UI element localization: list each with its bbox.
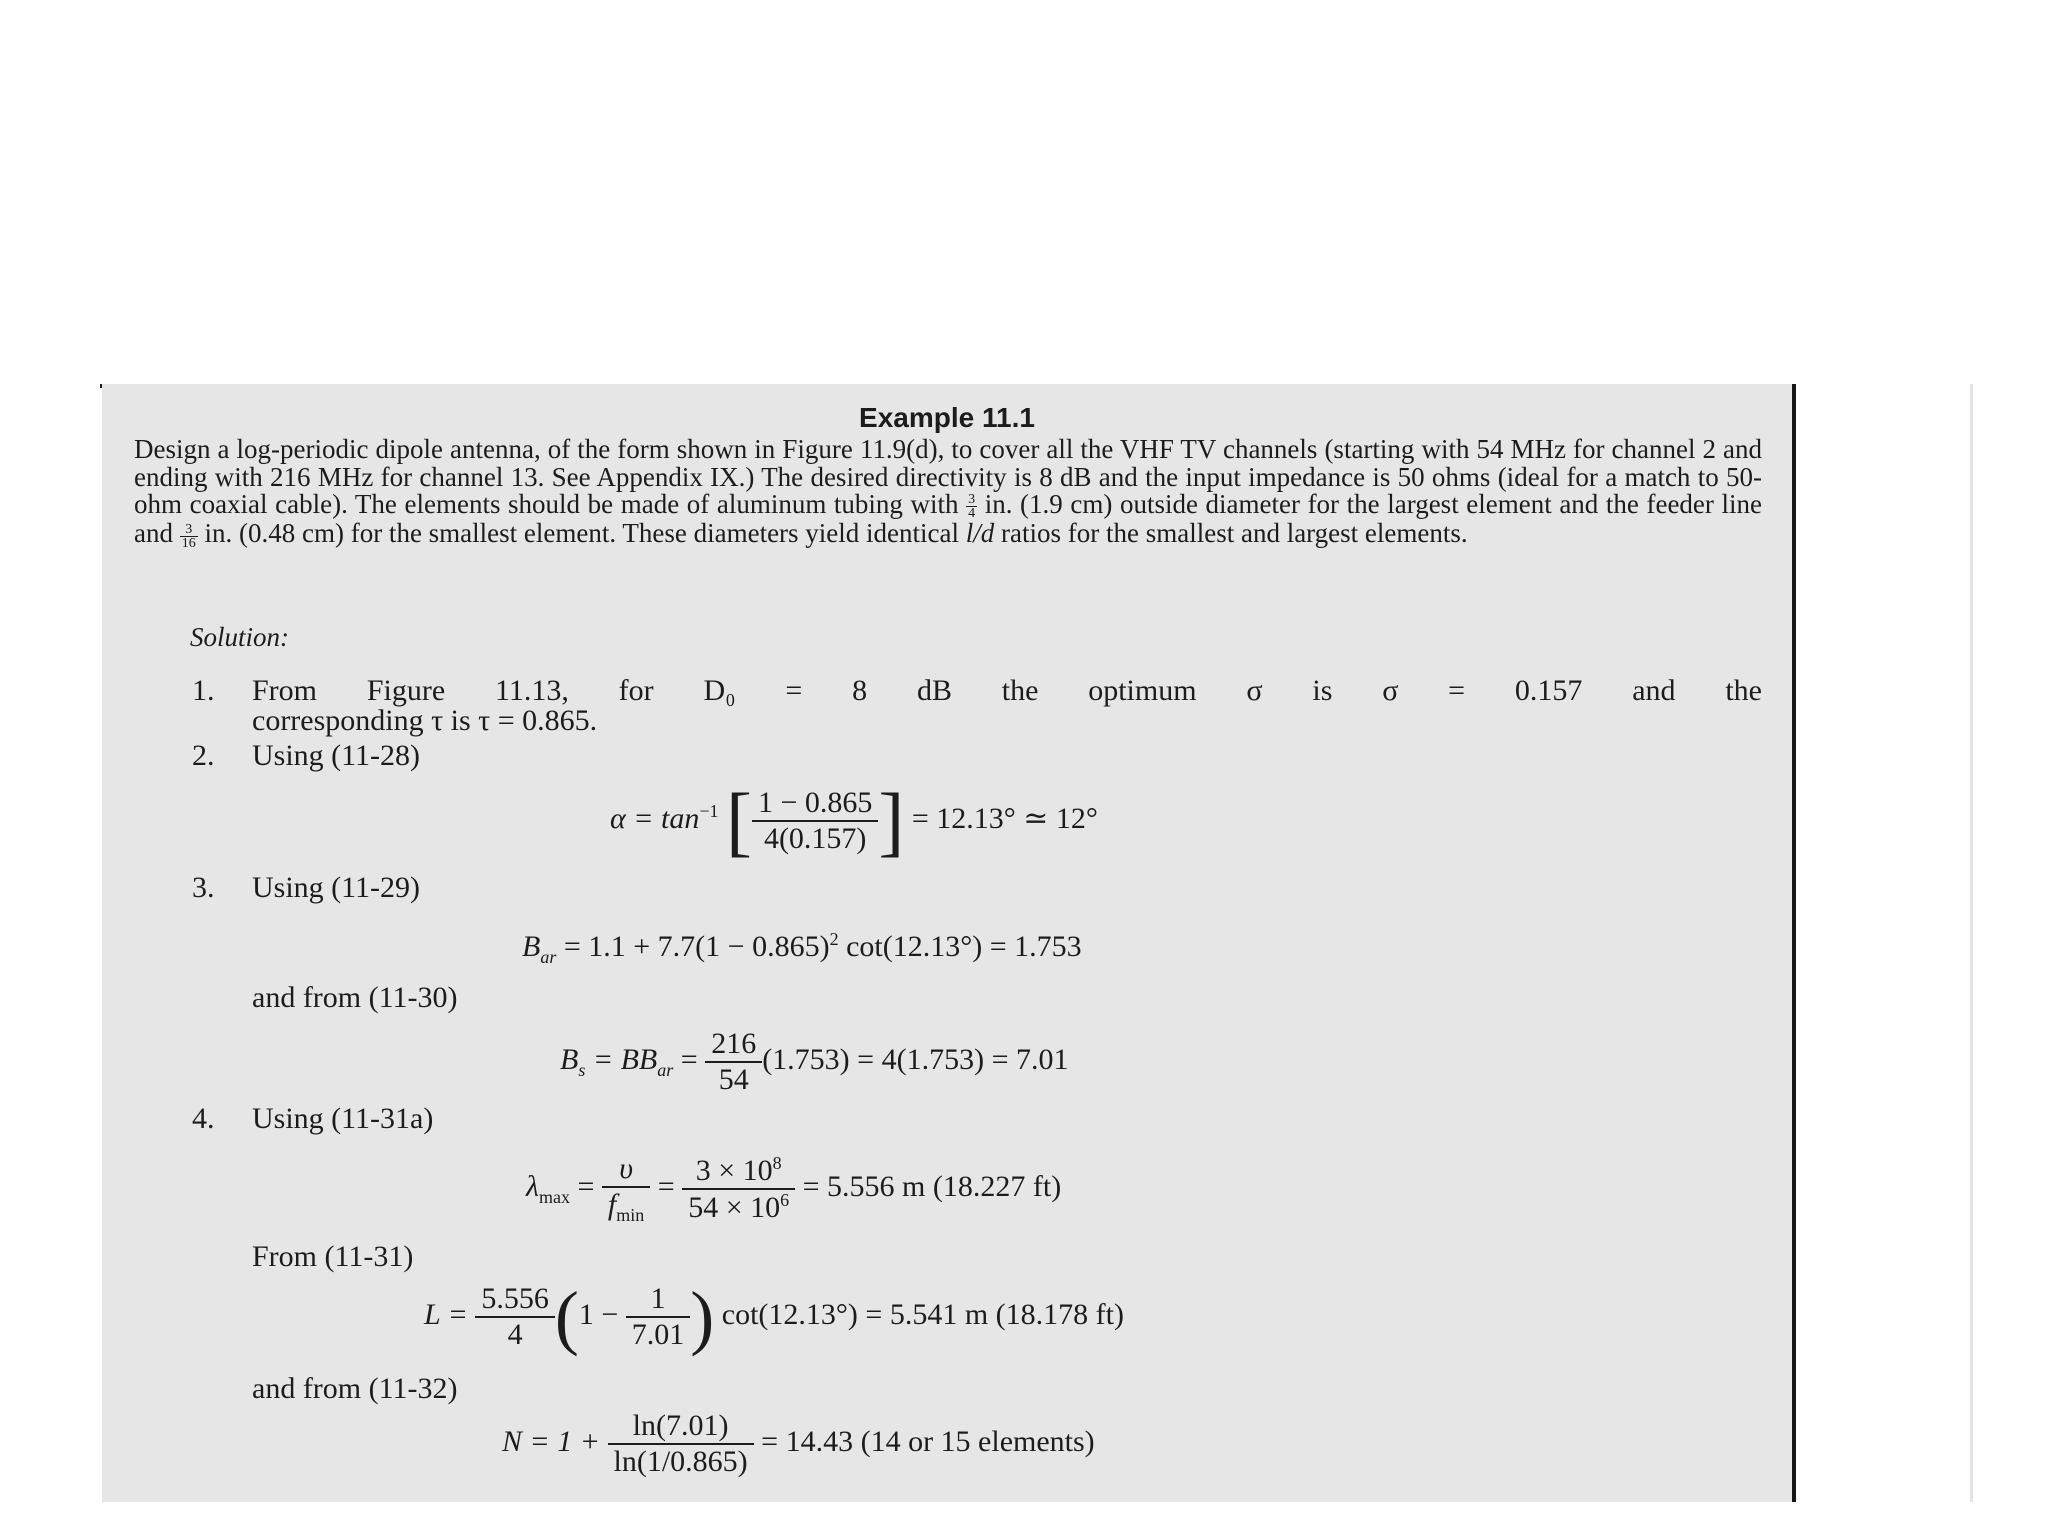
lambda-sub: max <box>539 1186 570 1207</box>
alpha-sup: −1 <box>699 800 719 821</box>
ld-ratio: l/d <box>965 518 995 549</box>
alpha-rhs: = 12.13° ≃ 12° <box>911 801 1098 835</box>
bar-lhs: B <box>522 930 541 963</box>
bs-denominator: 54 <box>705 1061 762 1097</box>
lambda-num2: 3 × 10 <box>695 1154 773 1187</box>
length-inner: 1 − <box>578 1297 626 1331</box>
left-paren: ( <box>554 1277 579 1357</box>
right-bracket: ] <box>878 777 905 864</box>
lambda-eq: = <box>570 1169 602 1203</box>
and-from-11-32: and from (11-32) <box>252 1372 458 1405</box>
fraction-three-sixteenths <box>180 523 198 550</box>
bar-tail: cot(12.13°) = 1.753 <box>838 930 1082 963</box>
lambda-den2: 54 × 10 <box>688 1191 781 1224</box>
step-4-number: 4. <box>192 1102 215 1135</box>
and-from-11-30: and from (11-30) <box>252 981 458 1014</box>
bs-mid: = BB <box>585 1042 658 1076</box>
length-numerator: 5.556 <box>481 1282 549 1315</box>
problem-text-2: in. (1.9 cm) outside diameter for the largest element and the feeder line and <box>134 489 1762 549</box>
alpha-equation <box>610 777 1098 864</box>
lambda-fraction-1 <box>602 1152 650 1226</box>
problem-text-1: Design a log-periodic dipole antenna, of the form shown in Figure 11.9(d), to cover all the VHF TV channels (starting with 54 MHz for channel 2 and ending with 216 MHz for channel 13. See Appendix IX.) The desired directivity is 8 dB and the input impedance is 50 ohms (ideal for a match to 50-ohm coaxial cable). The elements should be made of aluminum tubing with <box>134 434 1762 519</box>
example-panel <box>102 384 1796 1502</box>
step-3-number: 3. <box>192 871 215 904</box>
problem-text-3: in. (0.48 cm) for the smallest element. These diameters yield identical <box>197 518 966 549</box>
problem-text-4: ratios for the smallest and largest elements. <box>994 518 1468 549</box>
n-equation <box>502 1409 1095 1479</box>
lambda-lhs: λ <box>526 1169 539 1203</box>
lambda-rhs: = 5.556 m (18.227 ft) <box>795 1169 1062 1203</box>
lambda-eq2: = <box>650 1169 683 1203</box>
frac2-num: 3 <box>185 521 193 537</box>
bs-numerator: 216 <box>711 1027 757 1060</box>
problem-statement <box>134 436 1762 550</box>
from-11-31: From (11-31) <box>252 1240 414 1273</box>
frac2-den: 16 <box>181 535 196 551</box>
step-4-text: Using (11-31a) <box>252 1102 434 1135</box>
bar-equation <box>522 929 1082 968</box>
bs-lhs: B <box>560 1042 579 1076</box>
bar-rhs: = 1.1 + 7.7(1 − 0.865) <box>556 930 830 963</box>
alpha-denominator: 4(0.157) <box>752 820 878 856</box>
step-2-text: Using (11-28) <box>252 739 421 772</box>
lambda-num1: υ <box>619 1152 633 1185</box>
alpha-lhs: α = tan <box>610 801 700 835</box>
bs-fraction <box>705 1027 762 1097</box>
n-rhs: = 14.43 (14 or 15 elements) <box>753 1424 1095 1458</box>
bs-sub2: ar <box>657 1059 674 1080</box>
right-divider <box>1970 384 1973 1502</box>
lambda-num2-sup: 8 <box>772 1153 782 1173</box>
bs-sub: s <box>578 1059 586 1080</box>
length-denominator: 4 <box>475 1316 555 1352</box>
length-inner-numerator: 1 <box>650 1282 666 1315</box>
lambda-den1: f <box>607 1188 617 1221</box>
step-3-text: Using (11-29) <box>252 871 421 904</box>
bs-equation <box>560 1027 1069 1097</box>
right-paren: ) <box>690 1277 715 1357</box>
length-fraction <box>475 1282 555 1352</box>
bs-rhs: (1.753) = 4(1.753) = 7.01 <box>762 1042 1069 1076</box>
alpha-fraction <box>752 786 878 856</box>
length-inner-denominator: 7.01 <box>626 1316 691 1352</box>
frac1-num: 3 <box>968 492 976 508</box>
n-denominator: ln(1/0.865) <box>608 1443 754 1479</box>
n-lhs: N = 1 + <box>502 1424 608 1458</box>
example-title: Example 11.1 <box>859 402 1035 433</box>
alpha-numerator: 1 − 0.865 <box>757 786 873 819</box>
fraction-three-quarters <box>966 493 977 520</box>
lambda-fraction-2 <box>682 1153 795 1225</box>
n-fraction <box>608 1409 754 1479</box>
lambda-den2-sup: 6 <box>780 1190 790 1210</box>
lambda-den1-sub: min <box>616 1205 645 1225</box>
bar-sub: ar <box>540 947 557 967</box>
bar-sup: 2 <box>829 929 839 949</box>
length-lhs: L = <box>424 1297 476 1331</box>
n-numerator: ln(7.01) <box>632 1409 729 1442</box>
step-1-number: 1. <box>192 674 215 707</box>
step-1-line-2: corresponding τ is τ = 0.865. <box>252 704 598 737</box>
lambda-equation <box>526 1152 1061 1226</box>
left-bracket: [ <box>725 777 752 864</box>
bs-eq: = <box>673 1042 706 1076</box>
length-equation <box>424 1277 1124 1357</box>
frac1-den: 4 <box>968 506 976 522</box>
solution-label: Solution: <box>190 622 289 652</box>
length-rhs: cot(12.13°) = 5.541 m (18.178 ft) <box>714 1297 1124 1331</box>
step-1-line-1: From Figure 11.13, for D₀ = 8 dB the optimum σ is σ = 0.157 and the <box>252 674 1762 707</box>
step-2-number: 2. <box>192 739 215 772</box>
length-inner-fraction <box>626 1282 691 1352</box>
